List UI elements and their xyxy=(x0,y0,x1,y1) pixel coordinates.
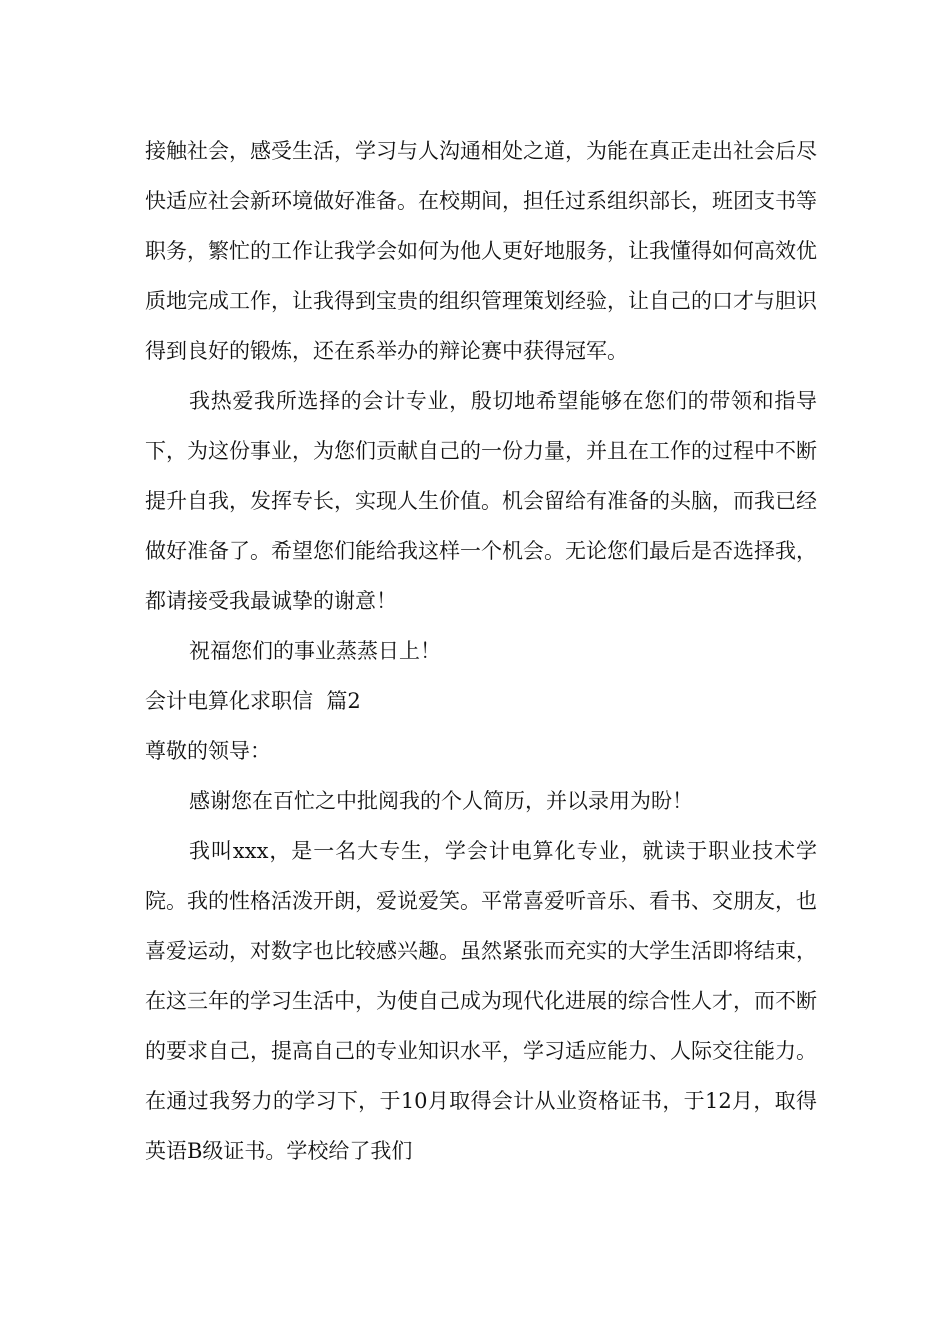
section-heading: 会计电算化求职信 篇2 xyxy=(145,689,361,713)
paragraph-social-experience: 接触社会，感受生活，学习与人沟通相处之道，为能在真正走出社会后尽快适应社会新环境做好准备。在校期间，担任过系组织部长，班团支书等职务，繁忙的工作让我学会如何为他人更好地服务，让我懂得如何高效优质地完成工作，让我得到宝贵的组织管理策划经验，让自己的口才与胆识得到良好的锻炼，还在系举办的辩论赛中获得冠军。 xyxy=(145,139,817,363)
paragraph-self-introduction: 我叫xxx，是一名大专生，学会计电算化专业，就读于职业技术学院。我的性格活泼开朗，爱说爱笑。平常喜爱听音乐、看书、交朋友，也喜爱运动，对数字也比较感兴趣。虽然紧张而充实的大学生活即将结束，在这三年的学习生活中，为使自己成为现代化进展的综合性人才，而不断的要求自己，提高自己的专业知识水平，学习适应能力、人际交往能力。在通过我努力的学习下，于10月取得会计从业资格证书，于12月，取得英语B级证书。学校给了我们 xyxy=(145,839,817,1163)
paragraph-career-aspiration: 我热爱我所选择的会计专业，殷切地希望能够在您们的带领和指导下，为这份事业，为您们贡献自己的一份力量，并且在工作的过程中不断提升自我，发挥专长，实现人生价值。机会留给有准备的头脑，而我已经做好准备了。希望您们能给我这样一个机会。无论您们最后是否选择我，都请接受我最诚挚的谢意！ xyxy=(145,389,817,613)
document-body xyxy=(145,126,817,1176)
paragraph-blessing: 祝福您们的事业蒸蒸日上！ xyxy=(189,639,441,663)
paragraph-thanks: 感谢您在百忙之中批阅我的个人简历，并以录用为盼！ xyxy=(189,789,693,813)
salutation: 尊敬的领导： xyxy=(145,739,271,763)
